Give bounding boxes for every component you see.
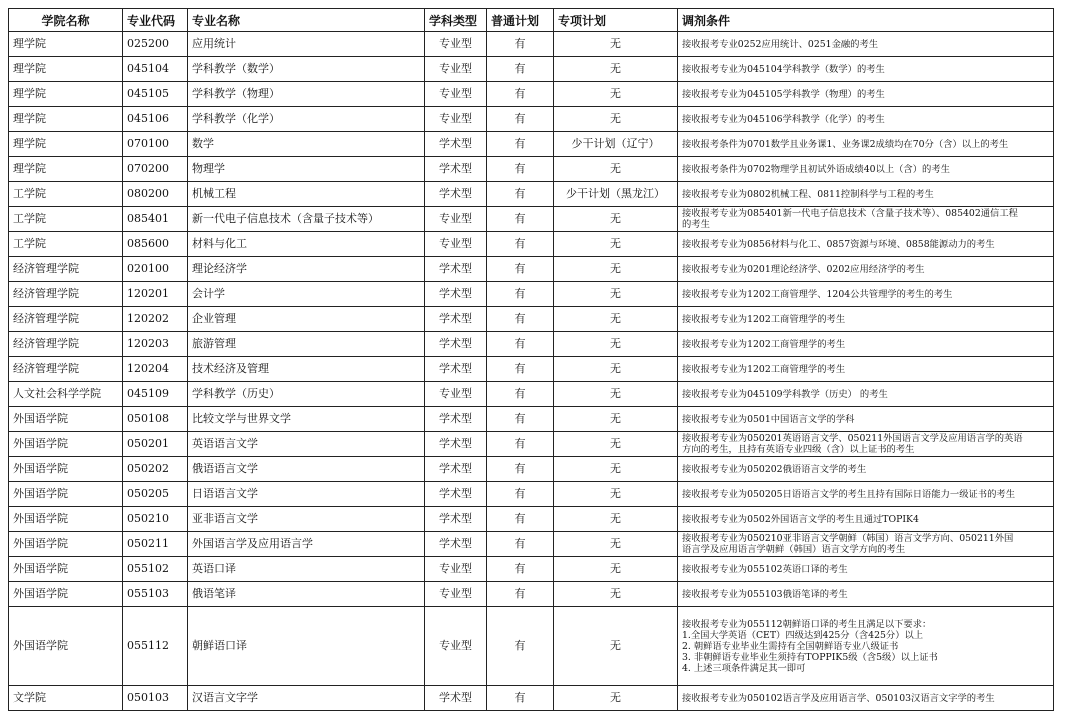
condition-line: 接收报考专业为050201英语语言文学、050211外国语言文学及应用语言学的英语 (682, 433, 1023, 444)
condition-line: 接收报考专业为1202工商管理学的考生 (682, 363, 846, 375)
normal-plan-cell: 有 (487, 157, 554, 182)
conditions-cell (678, 407, 1054, 432)
major-name-cell: 数学 (188, 132, 425, 157)
special-plan-cell: 无 (554, 32, 678, 57)
college-cell: 外国语学院 (9, 457, 123, 482)
college-cell: 外国语学院 (9, 407, 123, 432)
normal-plan-cell: 有 (487, 686, 554, 711)
normal-plan-cell: 有 (487, 107, 554, 132)
condition-line: 接收报考专业为050210亚非语言文学朝鲜（韩国）语言文学方向、050211外国 (682, 533, 1014, 544)
condition-line: 方向的考生，且持有英语专业四级（含）以上证书的考生 (682, 444, 915, 455)
conditions-cell (678, 532, 1054, 557)
special-plan-cell: 无 (554, 432, 678, 457)
type-cell: 专业型 (425, 557, 487, 582)
college-cell: 经济管理学院 (9, 357, 123, 382)
conditions-cell (678, 507, 1054, 532)
type-cell: 专业型 (425, 107, 487, 132)
special-plan-cell: 无 (554, 407, 678, 432)
type-cell: 学术型 (425, 307, 487, 332)
code-cell: 045109 (123, 382, 188, 407)
type-cell: 学术型 (425, 686, 487, 711)
normal-plan-cell: 有 (487, 332, 554, 357)
code-cell: 085600 (123, 232, 188, 257)
normal-plan-cell: 有 (487, 482, 554, 507)
table-row (9, 282, 1054, 307)
code-cell: 055112 (123, 607, 188, 686)
conditions-cell (678, 257, 1054, 282)
condition-line: 接收报考专业为050102语言学及应用语言学、050103汉语言文字学的考生 (682, 692, 995, 704)
table-row (9, 107, 1054, 132)
special-plan-cell: 无 (554, 107, 678, 132)
code-cell: 120201 (123, 282, 188, 307)
major-name-cell: 企业管理 (188, 307, 425, 332)
conditions-cell (678, 582, 1054, 607)
type-cell: 学术型 (425, 282, 487, 307)
special-plan-cell: 无 (554, 207, 678, 232)
header-code: 专业代码 (123, 9, 188, 32)
college-cell: 理学院 (9, 32, 123, 57)
type-cell: 专业型 (425, 207, 487, 232)
college-cell: 外国语学院 (9, 607, 123, 686)
type-cell: 专业型 (425, 57, 487, 82)
special-plan-cell: 无 (554, 332, 678, 357)
conditions-cell (678, 57, 1054, 82)
special-plan-cell: 无 (554, 507, 678, 532)
code-cell: 050108 (123, 407, 188, 432)
code-cell: 080200 (123, 182, 188, 207)
code-cell: 070100 (123, 132, 188, 157)
type-cell: 学术型 (425, 257, 487, 282)
header-special-plan: 专项计划 (554, 9, 678, 32)
type-cell: 学术型 (425, 157, 487, 182)
table-row (9, 157, 1054, 182)
condition-line: 接收报考条件为0702物理学且初试外语成绩40以上（含）的考生 (682, 163, 950, 175)
conditions-cell (678, 457, 1054, 482)
condition-line: 接收报考专业为0201理论经济学、0202应用经济学的考生 (682, 263, 925, 275)
condition-line: 接收报考专业为0856材料与化工、0857资源与环境、0858能源动力的考生 (682, 238, 995, 250)
header-type: 学科类型 (425, 9, 487, 32)
condition-line: 接收报考专业为045109学科教学（历史） 的考生 (682, 388, 888, 400)
normal-plan-cell: 有 (487, 57, 554, 82)
table-row (9, 582, 1054, 607)
code-cell: 085401 (123, 207, 188, 232)
major-name-cell: 旅游管理 (188, 332, 425, 357)
special-plan-cell: 无 (554, 157, 678, 182)
major-name-cell: 英语口译 (188, 557, 425, 582)
code-cell: 055102 (123, 557, 188, 582)
table-row (9, 332, 1054, 357)
code-cell: 050201 (123, 432, 188, 457)
type-cell: 专业型 (425, 82, 487, 107)
conditions-cell (678, 432, 1054, 457)
normal-plan-cell: 有 (487, 557, 554, 582)
condition-line: 接收报考专业为055103俄语笔译的考生 (682, 588, 848, 600)
college-cell: 外国语学院 (9, 532, 123, 557)
conditions-cell (678, 157, 1054, 182)
type-cell: 专业型 (425, 582, 487, 607)
table-row (9, 482, 1054, 507)
major-name-cell: 比较文学与世界文学 (188, 407, 425, 432)
normal-plan-cell: 有 (487, 432, 554, 457)
header-conditions: 调剂条件 (678, 9, 1054, 32)
normal-plan-cell: 有 (487, 532, 554, 557)
major-name-cell: 朝鲜语口译 (188, 607, 425, 686)
conditions-cell (678, 32, 1054, 57)
table-row (9, 32, 1054, 57)
special-plan-cell: 无 (554, 532, 678, 557)
type-cell: 专业型 (425, 232, 487, 257)
table-row (9, 357, 1054, 382)
college-cell: 外国语学院 (9, 582, 123, 607)
type-cell: 学术型 (425, 507, 487, 532)
table-row (9, 132, 1054, 157)
type-cell: 学术型 (425, 182, 487, 207)
type-cell: 专业型 (425, 607, 487, 686)
major-name-cell: 俄语语言文学 (188, 457, 425, 482)
table-body (9, 32, 1054, 711)
normal-plan-cell: 有 (487, 357, 554, 382)
condition-line: 接收报考专业为050202俄语语言文学的考生 (682, 463, 867, 475)
type-cell: 学术型 (425, 407, 487, 432)
type-cell: 学术型 (425, 482, 487, 507)
conditions-cell (678, 107, 1054, 132)
table-row (9, 257, 1054, 282)
conditions-cell (678, 82, 1054, 107)
normal-plan-cell: 有 (487, 257, 554, 282)
normal-plan-cell: 有 (487, 282, 554, 307)
college-cell: 工学院 (9, 232, 123, 257)
conditions-cell (678, 132, 1054, 157)
special-plan-cell: 少干计划（黑龙江） (554, 182, 678, 207)
major-name-cell: 外国语言学及应用语言学 (188, 532, 425, 557)
table-row (9, 507, 1054, 532)
condition-line: 接收报考专业为1202工商管理学、1204公共管理学的考生的考生 (682, 288, 953, 300)
conditions-cell (678, 232, 1054, 257)
conditions-cell (678, 332, 1054, 357)
condition-line: 3. 非朝鲜语专业毕业生须持有TOPPIK5级（含5级）以上证书 (682, 651, 938, 663)
condition-line: 语言学及应用语言学朝鲜（韩国）语言文学方向的考生 (682, 544, 906, 555)
header-row (9, 9, 1054, 32)
conditions-cell (678, 382, 1054, 407)
major-name-cell: 机械工程 (188, 182, 425, 207)
major-name-cell: 汉语言文字学 (188, 686, 425, 711)
special-plan-cell: 少干计划（辽宁） (554, 132, 678, 157)
table-row (9, 182, 1054, 207)
major-name-cell: 理论经济学 (188, 257, 425, 282)
special-plan-cell: 无 (554, 557, 678, 582)
conditions-cell (678, 357, 1054, 382)
type-cell: 学术型 (425, 357, 487, 382)
conditions-cell (678, 307, 1054, 332)
code-cell: 045104 (123, 57, 188, 82)
special-plan-cell: 无 (554, 457, 678, 482)
normal-plan-cell: 有 (487, 207, 554, 232)
table-row (9, 686, 1054, 711)
code-cell: 045105 (123, 82, 188, 107)
code-cell: 070200 (123, 157, 188, 182)
special-plan-cell: 无 (554, 82, 678, 107)
code-cell: 025200 (123, 32, 188, 57)
condition-line: 接收报考专业为0501中国语言文学的学科 (682, 413, 855, 425)
college-cell: 外国语学院 (9, 432, 123, 457)
college-cell: 外国语学院 (9, 507, 123, 532)
normal-plan-cell: 有 (487, 182, 554, 207)
code-cell: 050210 (123, 507, 188, 532)
conditions-cell (678, 207, 1054, 232)
table-row (9, 457, 1054, 482)
normal-plan-cell: 有 (487, 382, 554, 407)
major-name-cell: 应用统计 (188, 32, 425, 57)
table-row (9, 532, 1054, 557)
normal-plan-cell: 有 (487, 82, 554, 107)
special-plan-cell: 无 (554, 282, 678, 307)
table-row (9, 407, 1054, 432)
table-row (9, 82, 1054, 107)
special-plan-cell: 无 (554, 582, 678, 607)
code-cell: 120203 (123, 332, 188, 357)
major-name-cell: 材料与化工 (188, 232, 425, 257)
special-plan-cell: 无 (554, 482, 678, 507)
conditions-cell (678, 607, 1054, 686)
code-cell: 045106 (123, 107, 188, 132)
college-cell: 理学院 (9, 57, 123, 82)
college-cell: 理学院 (9, 157, 123, 182)
college-cell: 人文社会科学学院 (9, 382, 123, 407)
special-plan-cell: 无 (554, 57, 678, 82)
normal-plan-cell: 有 (487, 32, 554, 57)
major-name-cell: 技术经济及管理 (188, 357, 425, 382)
type-cell: 学术型 (425, 432, 487, 457)
code-cell: 050211 (123, 532, 188, 557)
normal-plan-cell: 有 (487, 307, 554, 332)
normal-plan-cell: 有 (487, 507, 554, 532)
special-plan-cell: 无 (554, 257, 678, 282)
header-name: 专业名称 (188, 9, 425, 32)
normal-plan-cell: 有 (487, 232, 554, 257)
table-row (9, 607, 1054, 686)
code-cell: 120202 (123, 307, 188, 332)
type-cell: 学术型 (425, 132, 487, 157)
normal-plan-cell: 有 (487, 407, 554, 432)
college-cell: 经济管理学院 (9, 257, 123, 282)
table-row (9, 382, 1054, 407)
condition-line: 接收报考专业为045106学科教学（化学）的考生 (682, 113, 885, 125)
normal-plan-cell: 有 (487, 132, 554, 157)
special-plan-cell: 无 (554, 357, 678, 382)
special-plan-cell: 无 (554, 307, 678, 332)
college-cell: 外国语学院 (9, 482, 123, 507)
special-plan-cell: 无 (554, 607, 678, 686)
condition-line: 接收报考条件为0701数学且业务课1、业务课2成绩均在70分（含）以上的考生 (682, 138, 1009, 150)
major-name-cell: 学科教学（历史） (188, 382, 425, 407)
condition-line: 2. 朝鲜语专业毕业生需持有全国朝鲜语专业八级证书 (682, 640, 899, 652)
code-cell: 050205 (123, 482, 188, 507)
special-plan-cell: 无 (554, 232, 678, 257)
conditions-cell (678, 182, 1054, 207)
condition-line: 接收报考专业为055112朝鲜语口译的考生且满足以下要求： (682, 618, 932, 630)
college-cell: 经济管理学院 (9, 332, 123, 357)
type-cell: 专业型 (425, 32, 487, 57)
condition-line: 1.全国大学英语（CET）四级达到425分（含425分）以上 (682, 629, 924, 641)
condition-line: 接收报考专业为055102英语口译的考生 (682, 563, 848, 575)
code-cell: 050103 (123, 686, 188, 711)
normal-plan-cell: 有 (487, 457, 554, 482)
table-row (9, 57, 1054, 82)
college-cell: 工学院 (9, 207, 123, 232)
condition-line: 接收报考专业为085401新一代电子信息技术（含量子技术等）、085402通信工程 (682, 208, 1018, 219)
major-name-cell: 学科教学（化学） (188, 107, 425, 132)
header-college: 学院名称 (9, 9, 123, 32)
condition-line: 接收报考专业0252应用统计、0251金融的考生 (682, 38, 879, 50)
major-name-cell: 物理学 (188, 157, 425, 182)
special-plan-cell: 无 (554, 382, 678, 407)
normal-plan-cell: 有 (487, 607, 554, 686)
code-cell: 120204 (123, 357, 188, 382)
college-cell: 工学院 (9, 182, 123, 207)
table-row (9, 307, 1054, 332)
code-cell: 020100 (123, 257, 188, 282)
condition-line: 接收报考专业为1202工商管理学的考生 (682, 313, 846, 325)
condition-line: 接收报考专业为045105学科教学（物理）的考生 (682, 88, 885, 100)
condition-line: 接收报考专业为1202工商管理学的考生 (682, 338, 846, 350)
major-name-cell: 新一代电子信息技术（含量子技术等） (188, 207, 425, 232)
type-cell: 学术型 (425, 457, 487, 482)
college-cell: 理学院 (9, 82, 123, 107)
condition-line: 接收报考专业为050205日语语言文学的考生且持有国际日语能力一级证书的考生 (682, 488, 1015, 500)
type-cell: 学术型 (425, 532, 487, 557)
major-name-cell: 会计学 (188, 282, 425, 307)
header-normal-plan: 普通计划 (487, 9, 554, 32)
table-row (9, 557, 1054, 582)
special-plan-cell: 无 (554, 686, 678, 711)
type-cell: 学术型 (425, 332, 487, 357)
code-cell: 050202 (123, 457, 188, 482)
conditions-cell (678, 482, 1054, 507)
admissions-table-sheet (8, 8, 1054, 711)
normal-plan-cell: 有 (487, 582, 554, 607)
college-cell: 经济管理学院 (9, 307, 123, 332)
table-row (9, 207, 1054, 232)
major-name-cell: 英语语言文学 (188, 432, 425, 457)
type-cell: 专业型 (425, 382, 487, 407)
code-cell: 055103 (123, 582, 188, 607)
condition-line: 接收报考专业为045104学科教学（数学）的考生 (682, 63, 885, 75)
condition-line: 4. 上述三项条件满足其一即可 (682, 662, 806, 674)
adjustment-table (8, 8, 1054, 711)
college-cell: 理学院 (9, 132, 123, 157)
college-cell: 文学院 (9, 686, 123, 711)
college-cell: 经济管理学院 (9, 282, 123, 307)
major-name-cell: 学科教学（物理） (188, 82, 425, 107)
condition-line: 接收报考专业为0502外国语言文学的考生且通过TOPIK4 (682, 513, 919, 525)
major-name-cell: 日语语言文学 (188, 482, 425, 507)
conditions-cell (678, 557, 1054, 582)
condition-line: 接收报考专业为0802机械工程、0811控制科学与工程的考生 (682, 188, 934, 200)
major-name-cell: 俄语笔译 (188, 582, 425, 607)
condition-line: 的考生 (682, 219, 710, 230)
table-row (9, 232, 1054, 257)
college-cell: 外国语学院 (9, 557, 123, 582)
conditions-cell (678, 686, 1054, 711)
major-name-cell: 亚非语言文学 (188, 507, 425, 532)
conditions-cell (678, 282, 1054, 307)
college-cell: 理学院 (9, 107, 123, 132)
table-row (9, 432, 1054, 457)
major-name-cell: 学科教学（数学） (188, 57, 425, 82)
